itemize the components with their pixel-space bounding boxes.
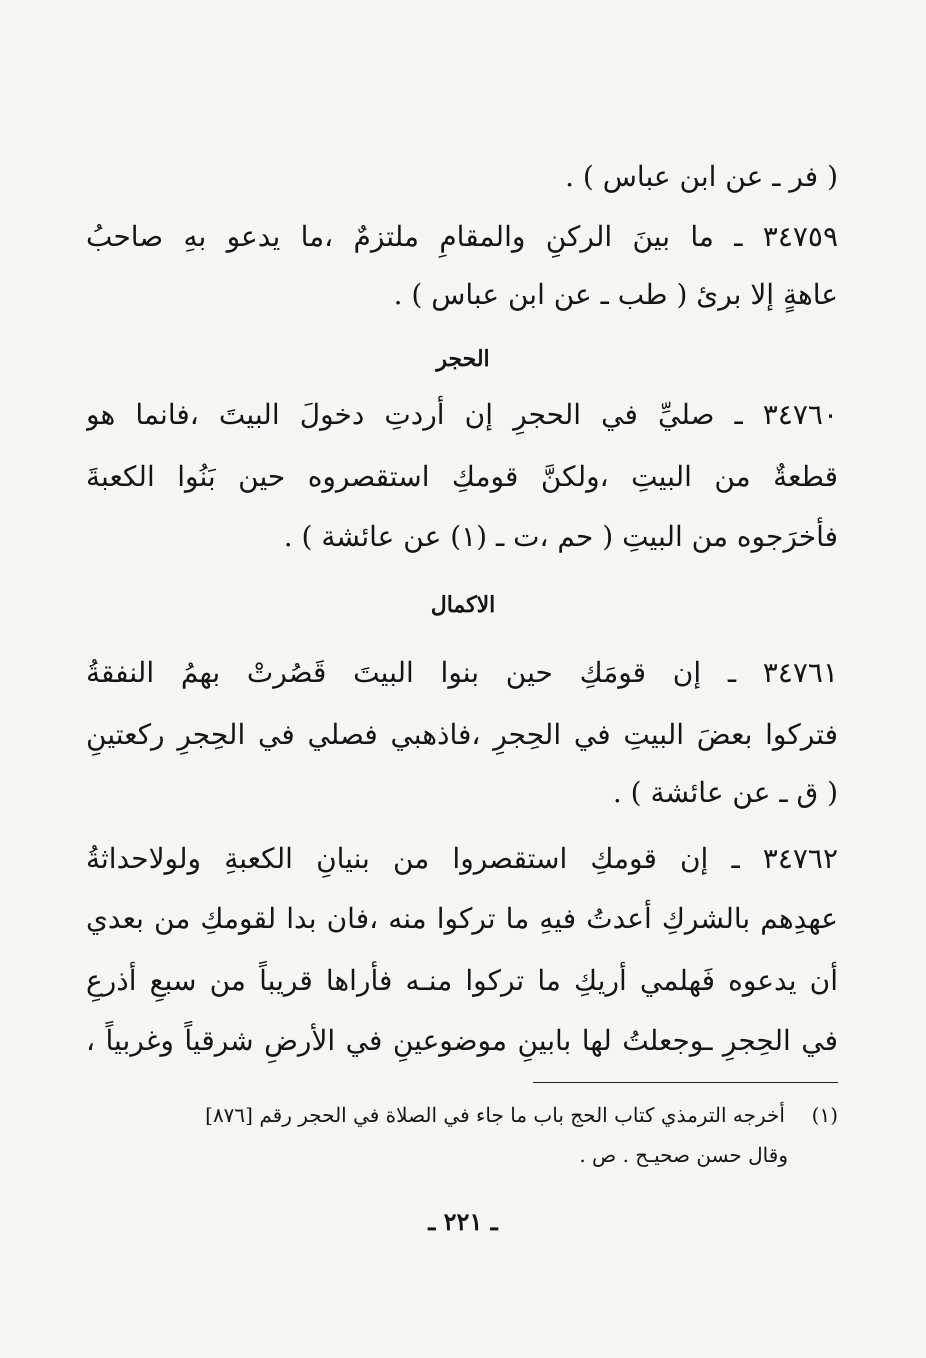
hadith-34762-line-4: في الحِجرِ ـوجعلتُ لها بابينِ موضوعينِ في الأرضِ شرقياً وغربياً ، — [86, 1024, 838, 1057]
hadith-34762-line-3: أن يدعوه فَهلمي أريكِ ما تركوا منـه فأراها قريباً من سبعِ أذرعِ — [86, 964, 838, 997]
hadith-34761-line-1: ٣٤٧٦١ ـ إن قومَكِ حين بنوا البيتَ قَصُرتْ بهمُ النفقةُ — [86, 656, 838, 689]
hadith-34760-line-2: قطعةٌ من البيتِ ،ولكنَّ قومكِ استقصروه حين بَنُوا الكعبةَ — [86, 460, 838, 493]
hadith-34762-line-1: ٣٤٧٦٢ ـ إن قومكِ استقصروا من بنيانِ الكعبةِ ولولاحداثةُ — [86, 842, 838, 875]
hadith-34761-line-2: فتركوا بعضَ البيتِ في الحِجرِ ،فاذهبي فصلي في الحِجرِ ركعتينِ — [86, 718, 838, 751]
hadith-34759-line-2: عاهةٍ إلا برئ ( طب ـ عن ابن عباس ) . — [393, 278, 838, 311]
page-number: ـ ٢٢١ ـ — [428, 1207, 498, 1236]
text-line: ( فر ـ عن ابن عباس ) . — [565, 160, 838, 193]
hadith-34759-line-1: ٣٤٧٥٩ ـ ما بينَ الركنِ والمقامِ ملتزمٌ ،ما يدعو بهِ صاحبُ — [86, 220, 838, 253]
footnote-line-1 — [86, 1098, 838, 1132]
footnote-line-2: وقال حسن صحيـح . ص . — [579, 1143, 788, 1167]
footnote-text-1: أخرجه الترمذي كتاب الحج باب ما جاء في الصلاة في الحجر رقم [٨٧٦] — [205, 1103, 785, 1127]
hadith-34761-line-3: ( ق ـ عن عائشة ) . — [612, 776, 838, 809]
footnote-divider — [533, 1082, 838, 1083]
section-heading-ikmal: الاكمال — [430, 592, 496, 618]
footnote-marker: (١) — [811, 1103, 838, 1127]
hadith-34762-line-2: عهدِهم بالشركِ أعدتُ فيهِ ما تركوا منه ،فان بدا لقومكِ من بعدي — [86, 902, 838, 935]
hadith-34760-line-1: ٣٤٧٦٠ ـ صليِّ في الحجرِ إن أردتِ دخولَ البيتَ ،فانما هو — [86, 398, 838, 431]
hadith-34760-line-3: فأخرَجوه من البيتِ ( حم ،ت ـ (١) عن عائشة ) . — [283, 520, 838, 553]
section-heading-hijr: الحجر — [436, 346, 490, 372]
